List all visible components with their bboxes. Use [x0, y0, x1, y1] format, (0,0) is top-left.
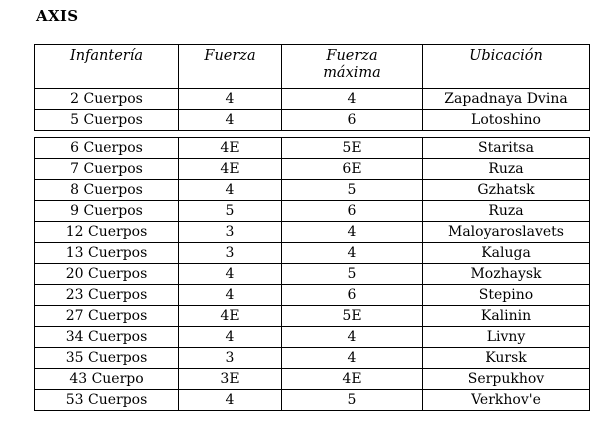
cell-fuerza: 3 — [179, 243, 282, 264]
axis-table-container — [34, 44, 589, 411]
table-row — [35, 222, 590, 243]
cell-ubicacion: Staritsa — [423, 138, 590, 159]
cell-ubicacion: Serpukhov — [423, 369, 590, 390]
cell-ubicacion: Kaluga — [423, 243, 590, 264]
header-fuerza-maxima-label — [282, 48, 422, 82]
cell-fuerza-maxima: 5E — [282, 306, 423, 327]
header-fuerza-maxima-line: máxima — [323, 65, 381, 81]
page-title: AXIS — [36, 7, 79, 25]
cell-fuerza-maxima: 4 — [282, 89, 423, 110]
cell-infanteria: 13 Cuerpos — [35, 243, 179, 264]
table-row — [35, 201, 590, 222]
cell-ubicacion: Ruza — [423, 201, 590, 222]
cell-fuerza: 4 — [179, 110, 282, 131]
cell-fuerza-maxima: 6 — [282, 285, 423, 306]
cell-fuerza: 4 — [179, 285, 282, 306]
table-row — [35, 180, 590, 201]
section-divider — [35, 131, 590, 138]
cell-ubicacion: Zapadnaya Dvina — [423, 89, 590, 110]
cell-fuerza: 5 — [179, 201, 282, 222]
cell-ubicacion: Stepino — [423, 285, 590, 306]
cell-infanteria: 53 Cuerpos — [35, 390, 179, 411]
table-row — [35, 285, 590, 306]
axis-table — [34, 44, 590, 411]
cell-infanteria: 27 Cuerpos — [35, 306, 179, 327]
cell-fuerza: 4 — [179, 264, 282, 285]
cell-infanteria: 12 Cuerpos — [35, 222, 179, 243]
table-row — [35, 159, 590, 180]
cell-fuerza: 4E — [179, 138, 282, 159]
table-row — [35, 138, 590, 159]
cell-ubicacion: Maloyaroslavets — [423, 222, 590, 243]
cell-ubicacion: Kalinin — [423, 306, 590, 327]
cell-infanteria: 34 Cuerpos — [35, 327, 179, 348]
cell-fuerza-maxima: 6 — [282, 110, 423, 131]
cell-fuerza-maxima: 5E — [282, 138, 423, 159]
cell-ubicacion: Livny — [423, 327, 590, 348]
table-row — [35, 306, 590, 327]
cell-fuerza: 4 — [179, 390, 282, 411]
cell-infanteria: 43 Cuerpo — [35, 369, 179, 390]
cell-fuerza-maxima: 4E — [282, 369, 423, 390]
table-row — [35, 264, 590, 285]
table-header-row — [35, 45, 590, 89]
cell-fuerza-maxima: 4 — [282, 327, 423, 348]
cell-infanteria: 8 Cuerpos — [35, 180, 179, 201]
cell-fuerza-maxima: 5 — [282, 390, 423, 411]
cell-fuerza-maxima: 5 — [282, 180, 423, 201]
cell-fuerza-maxima: 4 — [282, 222, 423, 243]
header-fuerza: Fuerza — [179, 45, 282, 89]
cell-fuerza: 3E — [179, 369, 282, 390]
table-row — [35, 243, 590, 264]
cell-ubicacion: Gzhatsk — [423, 180, 590, 201]
cell-ubicacion: Lotoshino — [423, 110, 590, 131]
cell-fuerza-maxima: 4 — [282, 348, 423, 369]
table-row — [35, 390, 590, 411]
header-fuerza-maxima-line: Fuerza — [326, 48, 378, 64]
header-ubicacion: Ubicación — [423, 45, 590, 89]
cell-fuerza: 4E — [179, 159, 282, 180]
cell-fuerza: 4 — [179, 327, 282, 348]
cell-infanteria: 7 Cuerpos — [35, 159, 179, 180]
cell-fuerza-maxima: 4 — [282, 243, 423, 264]
cell-ubicacion: Ruza — [423, 159, 590, 180]
cell-ubicacion: Verkhov'e — [423, 390, 590, 411]
cell-fuerza: 3 — [179, 222, 282, 243]
table-row — [35, 369, 590, 390]
header-infanteria: Infantería — [35, 45, 179, 89]
table-row — [35, 89, 590, 110]
cell-fuerza: 4 — [179, 180, 282, 201]
cell-fuerza: 4 — [179, 89, 282, 110]
cell-infanteria: 5 Cuerpos — [35, 110, 179, 131]
table-row — [35, 110, 590, 131]
table-row — [35, 348, 590, 369]
header-fuerza-maxima — [282, 45, 423, 89]
table-row — [35, 327, 590, 348]
cell-infanteria: 23 Cuerpos — [35, 285, 179, 306]
cell-ubicacion: Mozhaysk — [423, 264, 590, 285]
cell-fuerza: 4E — [179, 306, 282, 327]
cell-fuerza-maxima: 5 — [282, 264, 423, 285]
cell-infanteria: 20 Cuerpos — [35, 264, 179, 285]
cell-infanteria: 35 Cuerpos — [35, 348, 179, 369]
cell-infanteria: 2 Cuerpos — [35, 89, 179, 110]
cell-infanteria: 9 Cuerpos — [35, 201, 179, 222]
table-body — [35, 89, 590, 411]
table-section-gap — [35, 131, 590, 138]
cell-fuerza-maxima: 6 — [282, 201, 423, 222]
cell-fuerza: 3 — [179, 348, 282, 369]
cell-ubicacion: Kursk — [423, 348, 590, 369]
cell-infanteria: 6 Cuerpos — [35, 138, 179, 159]
cell-fuerza-maxima: 6E — [282, 159, 423, 180]
